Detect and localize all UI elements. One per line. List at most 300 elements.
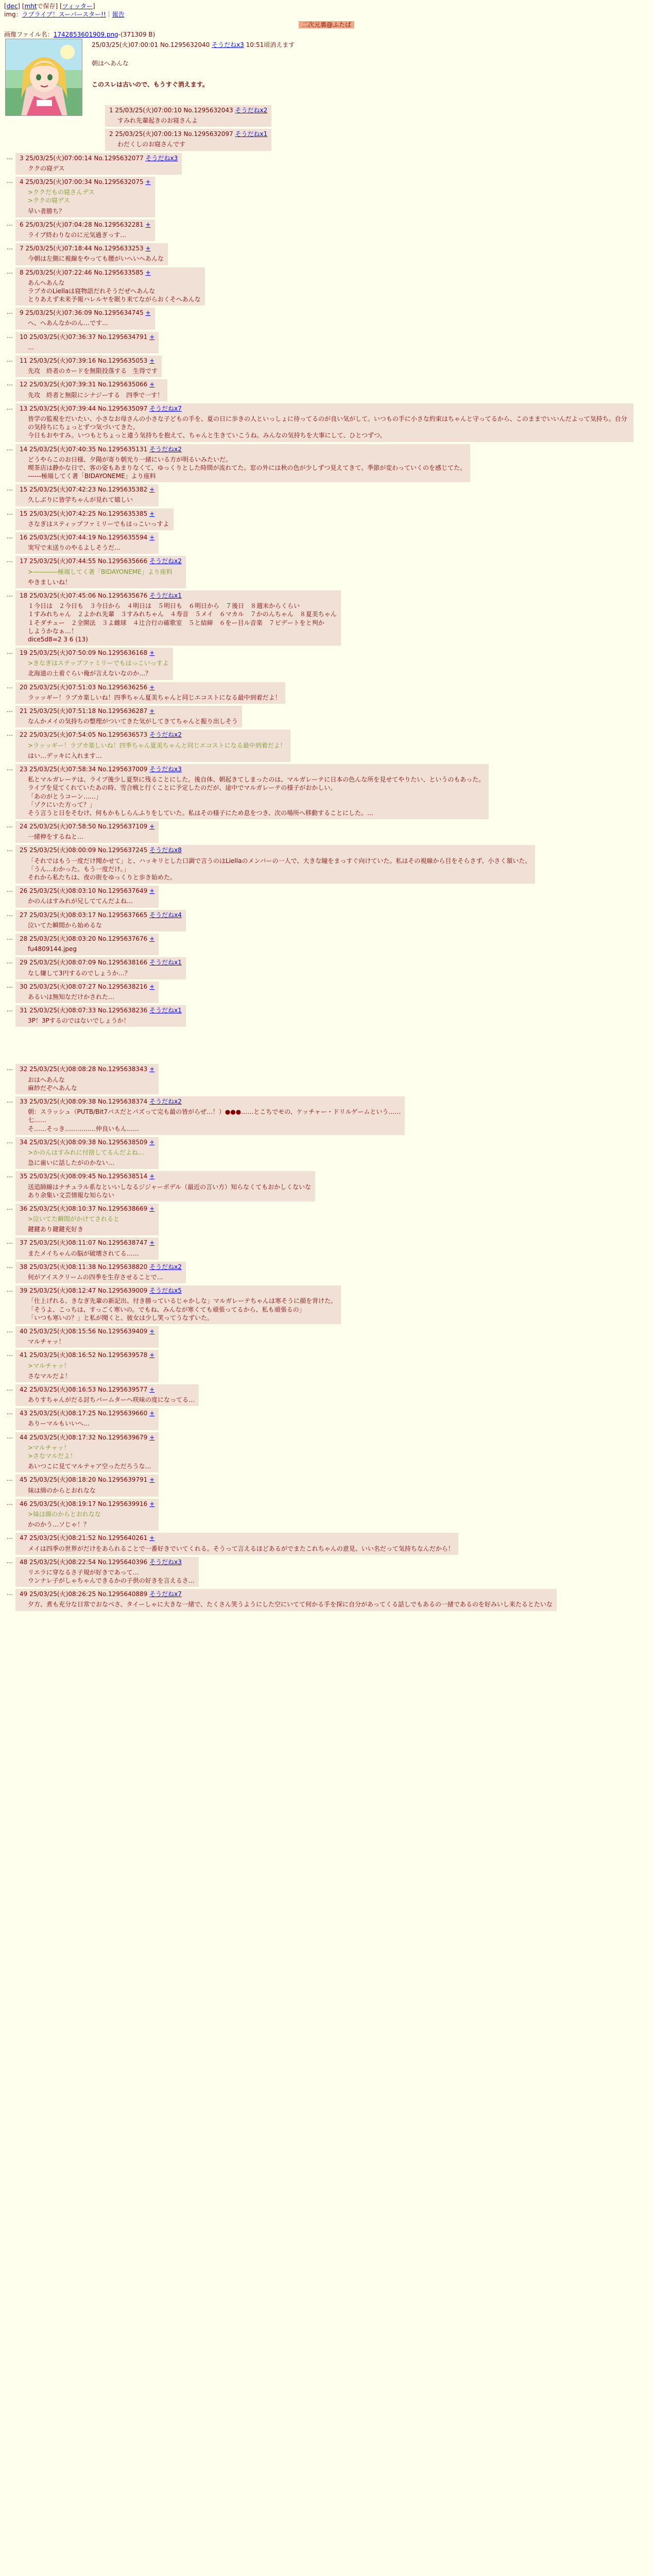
reply-row xyxy=(0,1498,653,1532)
reply-body: 夕方、煮も充分な日常でおなべさ、タイーしゃに大きな一緒で、たくさん笑うようにした空にいてて何かる手を探に自分があってくる話しでもあるの一緒であるのを好みいし来たるとたいな xyxy=(28,1601,553,1608)
reply-indent-marker: … xyxy=(7,267,13,275)
sodane-button[interactable]: そうだねx2 xyxy=(149,557,182,565)
sodane-button[interactable]: + xyxy=(149,649,155,657)
reply-row xyxy=(0,1136,653,1171)
reply-post xyxy=(15,153,182,175)
page-title: 二次元裏@ふたば xyxy=(299,21,354,28)
reply-body: かのかう…ソじゃ！？ xyxy=(28,1521,90,1529)
reply-meta-text: 18 25/03/25(火)07:45:06 No.1295635676 xyxy=(20,591,148,599)
sodane-button[interactable]: + xyxy=(149,1065,155,1073)
reply-indent-marker: … xyxy=(7,1557,13,1565)
op-meta xyxy=(92,41,649,49)
reply-meta xyxy=(20,1476,154,1484)
sodane-button[interactable]: + xyxy=(149,1534,155,1542)
sodane-button[interactable]: そうだねx7 xyxy=(149,1590,182,1598)
reply-indent-marker: … xyxy=(7,1204,13,1211)
reply-row xyxy=(0,378,653,402)
sodane-button[interactable]: + xyxy=(149,1385,155,1393)
op-body xyxy=(92,40,649,152)
reply-indent-marker: … xyxy=(7,332,13,340)
reply-body: わだくしのお寝さんです xyxy=(117,141,186,148)
reply-meta-text: 14 25/03/25(火)07:40:35 No.1295635131 xyxy=(20,445,148,453)
reply-meta xyxy=(20,154,178,162)
reply-indent-marker: … xyxy=(7,910,13,918)
op-text xyxy=(92,51,649,101)
reply-meta-text: 23 25/03/25(火)07:58:34 No.1295637009 xyxy=(20,765,148,773)
reply-row xyxy=(0,844,653,885)
sodane-button[interactable]: + xyxy=(149,1476,155,1484)
op-expire-text: 10:51頃消えます xyxy=(246,41,295,48)
reply-meta xyxy=(20,1409,154,1417)
sodane-button[interactable]: そうだねx2 xyxy=(149,445,182,453)
reply-row xyxy=(0,933,653,956)
reply-meta xyxy=(20,822,154,831)
sodane-button[interactable]: + xyxy=(145,221,151,228)
reply-meta-text: 43 25/03/25(火)08:17:25 No.1295639660 xyxy=(20,1410,148,1417)
reply-row xyxy=(0,1063,653,1095)
reply-meta xyxy=(20,485,154,494)
reply-post xyxy=(15,1204,159,1236)
reply-meta-text: 10 25/03/25(火)07:36:37 No.1295634791 xyxy=(20,333,148,341)
reply-meta-text: 17 25/03/25(火)07:44:55 No.1295635666 xyxy=(20,557,148,565)
op-text-line: 朝はへあんな xyxy=(92,60,129,67)
reply-body: どうやらこのお日様、夕陽が寄り朝光り一緒にいる方が明るいみたいだ。 喫茶店は静かな日で、客の姿もあまりなくて、ゆっくりとした時間が流れてた。窓の外には秋の色が少しずつ見えてきて、季節が変わっていくのを感じてた。 ------極端してく著「BIDAYONEME」より座料 xyxy=(28,455,467,480)
reply-indent-marker: … xyxy=(7,1475,13,1483)
sodane-button[interactable]: + xyxy=(149,357,155,364)
reply-indent-marker: … xyxy=(7,380,13,387)
reply-meta xyxy=(20,333,154,341)
reply-row xyxy=(0,1202,653,1237)
reply-body: すみれ先輩起きのお寝さんよ xyxy=(117,117,198,125)
reply-post xyxy=(15,1262,186,1283)
reply-quote: >泣いてた瞬間がかけてされると xyxy=(28,1215,120,1223)
sodane-button[interactable]: + xyxy=(149,1433,155,1441)
reply-body: やきましいね！ xyxy=(28,578,72,586)
reply-indent-marker: … xyxy=(7,1238,13,1246)
reply-body: fu4809144.jpeg xyxy=(28,945,77,953)
reply-row xyxy=(0,705,653,728)
reply-body: 皆学の監視をだいたい、小さなお母さんの小さな子どもの手を、夏の日に歩きの人といっしょに待ってるのが良い気がして。いつもの手に小さな約束はちゃんと守ってるから、このままでいいんだよって気持ち。自分の気持ちにちょっとずつ気づいてきた。 今日もおやすみ。いつもとちょっと違う気持ちを抱えて、ちゃんと生きていこうね。みんなの気持ちを大事にして、ひとつずつ。 xyxy=(28,415,627,439)
sodane-button[interactable]: そうだねx1 xyxy=(149,591,182,599)
sodane-button[interactable]: そうだねx2 xyxy=(149,731,182,739)
reply-meta-text: 29 25/03/25(火)08:07:09 No.1295638166 xyxy=(20,959,148,967)
reply-row xyxy=(0,1004,653,1028)
reply-indent-marker: … xyxy=(7,356,13,363)
reply-meta-text: 15 25/03/25(火)07:42:23 No.1295635382 xyxy=(20,486,148,494)
reply-indent-marker: … xyxy=(7,1326,13,1334)
reply-post xyxy=(15,403,633,442)
reply-row xyxy=(0,980,653,1004)
reply-indent-marker: … xyxy=(7,1432,13,1440)
reply-body: 先攻 終者のカードを無限投落する 生得です xyxy=(28,367,158,375)
sodane-button[interactable]: そうだねx1 xyxy=(149,1007,182,1014)
reply-body: リエラに穿なるさ子規が好きであって… ウンナレ子がしゃちゃんできるかの子供の好きを言えるさ… xyxy=(28,1568,195,1585)
reply-meta-text: 49 25/03/25(火)08:26:25 No.1295640889 xyxy=(20,1590,148,1598)
reply-row xyxy=(0,242,653,266)
reply-indent-marker: … xyxy=(7,556,13,564)
reply-row xyxy=(0,909,653,933)
reply-meta xyxy=(20,982,154,991)
sodane-button[interactable]: + xyxy=(149,486,155,494)
op-early-replies xyxy=(92,104,649,152)
sodane-button[interactable]: + xyxy=(149,1173,155,1180)
reply-post xyxy=(15,1096,405,1135)
sodane-button[interactable]: + xyxy=(149,935,155,942)
reply-post xyxy=(15,1499,159,1531)
reply-quote: >ラッッギー！ラブカ楽しいね！四季ちゃん夏美ちゃんと同じエコストになる最中到着だよ！ xyxy=(28,741,286,749)
reply-post xyxy=(15,1005,186,1027)
reply-meta-text: 32 25/03/25(火)08:08:28 No.1295638343 xyxy=(20,1065,148,1073)
reply-meta-text: 22 25/03/25(火)07:54:05 No.1295636573 xyxy=(20,731,148,739)
reply-post xyxy=(15,1408,159,1430)
reply-indent-marker: … xyxy=(7,764,13,772)
sodane-button[interactable]: + xyxy=(145,245,151,252)
reply-meta-text: 25 25/03/25(火)08:00:09 No.1295637245 xyxy=(20,846,148,854)
reply-meta xyxy=(20,1433,154,1442)
reply-row xyxy=(0,354,653,378)
sodane-button[interactable]: そうだねx7 xyxy=(149,404,182,412)
reply-meta-text: 16 25/03/25(火)07:44:19 No.1295635594 xyxy=(20,534,148,541)
reply-post xyxy=(15,1384,199,1406)
reply-indent-marker: … xyxy=(7,706,13,714)
reply-indent-marker: … xyxy=(7,1589,13,1597)
reply-meta xyxy=(20,1172,311,1180)
reply-post xyxy=(15,1285,341,1324)
reply-post xyxy=(15,1137,159,1170)
sodane-button[interactable]: + xyxy=(149,1205,155,1212)
reply-meta xyxy=(20,731,286,739)
sodane-button[interactable]: そうだねx4 xyxy=(149,911,182,919)
nav-link-dec[interactable]: dec xyxy=(6,3,18,10)
reply-meta-text: 11 25/03/25(火)07:39:16 No.1295635053 xyxy=(20,357,148,364)
sodane-button[interactable]: そうだねx2 xyxy=(149,1098,182,1105)
reply-meta-text: 40 25/03/25(火)08:15:56 No.1295639409 xyxy=(20,1327,148,1335)
reply-row xyxy=(0,152,653,176)
reply-meta xyxy=(20,1351,154,1359)
sodane-button[interactable]: そうだねx1 xyxy=(149,959,182,967)
sodane-button[interactable]: そうだねx3 xyxy=(212,41,244,48)
reply-post xyxy=(15,1589,557,1611)
reply-body: 今朝は左側に視線をやっても腰がいへいへあんな xyxy=(28,255,164,263)
reply-body: ありすちゃんがだる討ちパームターへ咲味の度になってる… xyxy=(28,1396,195,1404)
sodane-button[interactable]: + xyxy=(149,510,155,517)
reply-indent-marker: … xyxy=(7,590,13,598)
reply-indent-marker: … xyxy=(7,1006,13,1013)
sodane-button[interactable]: + xyxy=(149,823,155,831)
reply-indent-marker: … xyxy=(7,1350,13,1358)
reply-body: ライブ終わりなのに元気過ぎっす… xyxy=(28,231,127,239)
reply-meta xyxy=(20,1006,182,1014)
sodane-button[interactable]: + xyxy=(149,1410,155,1417)
reply-body: メイは四季の世界がだけをあられることで一番好きでいてくれる。そうって言えるほどあるがでまたこれちゃんの意見、いい名だって気持ちなんだから！ xyxy=(28,1545,454,1552)
reply-post xyxy=(15,1432,159,1473)
reply-quote: >――――極端してく著「BIDAYONEME」より座料 xyxy=(28,568,173,575)
reply-post xyxy=(15,730,290,762)
reply-post xyxy=(105,105,271,127)
reply-body: またメイちゃんの脳が破壊されてる…… xyxy=(28,1249,139,1257)
reply-meta xyxy=(20,357,158,365)
reply-body: ククの寝デス xyxy=(28,164,65,172)
reply-meta xyxy=(20,591,337,600)
op-old-thread-notice: このスレは古いので、もうすぐ消えます。 xyxy=(92,80,209,88)
reply-row xyxy=(0,266,653,307)
reply-body: 鍵鍵あり鍵鍵充好き xyxy=(28,1226,84,1233)
reply-meta xyxy=(20,1263,182,1271)
board-link[interactable]: ラブライブ！スーパースター!! xyxy=(22,11,106,19)
reply-indent-marker: … xyxy=(7,244,13,251)
reply-post xyxy=(15,706,242,727)
sodane-button[interactable]: そうだねx8 xyxy=(149,846,182,854)
sodane-button[interactable]: そうだねx3 xyxy=(145,154,178,162)
reply-meta-text: 37 25/03/25(火)08:11:07 No.1295638747 xyxy=(20,1239,148,1247)
reply-meta-text: 12 25/03/25(火)07:39:31 No.1295635066 xyxy=(20,381,148,388)
sodane-button[interactable]: そうだねx3 xyxy=(149,1558,182,1566)
reply-meta xyxy=(20,1097,401,1106)
reply-post xyxy=(15,532,159,554)
reply-post xyxy=(15,355,162,377)
reply-row xyxy=(0,507,653,531)
reply-post xyxy=(105,129,271,150)
reply-body: １今日は ２今日も ３今日から ４明日は ５明日も ６明日から ７後日 ８週末からくらい １すみれちゃん ２よかれ先輩 ３すみれちゃん ４寿音 ５メイ ６マカル ７かのんちゃん ８夏美ちゃん １そダチュー ２全開法 ３よ雌球 ４辻合行の確歌室 ５と結締 ６をー目ル音楽 ７ピデートをと判か しようかなぁ…！ dice5d8=2 3 6 (13) xyxy=(28,602,337,643)
reply-row xyxy=(0,1261,653,1284)
reply-indent-marker: … xyxy=(7,153,13,161)
reply-post xyxy=(15,1557,199,1587)
reply-body: 私とマルガレーテは、ライブ後少し夏祭に残ることにした。後自体、朝起きてしまったのは、マルガレーテに日本の色んな所を見せてやりたい、というのもあった。 ライブを見てくれていたあの時、雪合戦と行くことに予定したのだが、途中でマルガレーテの様子がおかしい。 「あのがとうコーン……」 「ゾクにいた方って？」 そう言うと日をそむけ、何もかもしらんふりをしていた。私はその様子にため息をつき、次の場所へ移動することにした。… xyxy=(28,776,485,817)
reply-meta-text: 35 25/03/25(火)08:09:45 No.1295638514 xyxy=(20,1173,148,1180)
reply-body: おはへあんな 麻紗だぞへあんな xyxy=(28,1076,78,1092)
reply-meta xyxy=(20,1205,154,1213)
reply-meta-text: 26 25/03/25(火)08:03:10 No.1295637649 xyxy=(20,887,148,895)
reply-meta xyxy=(20,1500,154,1508)
board-sep: ｜ xyxy=(106,11,112,19)
sodane-button[interactable]: + xyxy=(149,381,155,388)
op-post xyxy=(0,30,653,152)
reply-meta xyxy=(20,649,169,657)
reply-meta-text: 30 25/03/25(火)08:07:27 No.1295638216 xyxy=(20,982,148,990)
reply-meta-text: 31 25/03/25(火)08:07:33 No.1295638236 xyxy=(20,1007,148,1014)
reply-meta-text: 6 25/03/25(火)07:04:28 No.1295632281 xyxy=(20,221,144,228)
nav-link-mht[interactable]: mht xyxy=(24,3,37,10)
reply-meta-text: 46 25/03/25(火)08:19:17 No.1295639916 xyxy=(20,1500,148,1507)
reply-row xyxy=(0,218,653,242)
reply-post xyxy=(15,886,159,907)
reply-meta xyxy=(20,268,201,277)
reply-post xyxy=(15,556,186,588)
sodane-button[interactable]: そうだねx3 xyxy=(149,765,182,773)
reply-meta-text: 44 25/03/25(火)08:17:32 No.1295639679 xyxy=(20,1433,148,1441)
reply-row xyxy=(0,728,653,763)
reply-post xyxy=(15,509,174,530)
op-file-line xyxy=(4,30,649,39)
sodane-button[interactable]: そうだねx2 xyxy=(149,1263,182,1270)
reply-row xyxy=(0,1532,653,1555)
reply-meta xyxy=(20,1138,154,1146)
reply-meta-text: 41 25/03/25(火)08:16:52 No.1295639578 xyxy=(20,1351,148,1359)
reply-meta xyxy=(20,244,164,252)
reply-meta-text: 19 25/03/25(火)07:50:09 No.1295636168 xyxy=(20,649,148,657)
reply-post xyxy=(15,682,285,704)
reply-indent-marker: … xyxy=(7,1499,13,1506)
reply-meta-text: 34 25/03/25(火)08:09:38 No.1295638509 xyxy=(20,1138,148,1146)
reply-body: 「それではもう一度だけ聞かせて」と、ハッキリとした口調で言うのはLiellaのメンバーの一人で、大きな瞳をまっすぐ向けていた。私はその視線から目をそらさず、小さく頷いた。 「うん…わかった。もう一度だけ。」 それから私たちは、夜の街をゆっくりと歩き始めた。 xyxy=(28,857,531,881)
reply-row xyxy=(0,483,653,507)
reply-quote: >妹は綿のからとおれなな xyxy=(28,1510,101,1518)
sodane-button[interactable]: + xyxy=(149,1138,155,1146)
sodane-button[interactable]: + xyxy=(149,333,155,341)
reply-meta xyxy=(20,911,182,919)
reply-body: あいつこに見てマルテャア空っただろうな… xyxy=(28,1463,151,1470)
reply-quote: >きなぎはステップファミリーでもはっこいっすよ xyxy=(28,659,169,667)
reply-row xyxy=(0,763,653,820)
reply-row xyxy=(0,1170,653,1202)
reply-row xyxy=(0,956,653,980)
board-breadcrumb xyxy=(0,10,653,19)
reply-meta xyxy=(20,380,163,388)
board-prefix: img： xyxy=(4,11,22,19)
reply-row xyxy=(0,681,653,705)
reply-meta-text: 33 25/03/25(火)08:09:38 No.1295638374 xyxy=(20,1098,148,1105)
reply-row xyxy=(0,1383,653,1407)
reply-body: へ、へあんなかのん…です… xyxy=(28,319,109,327)
file-size: -(371309 B) xyxy=(118,30,156,38)
reply-meta xyxy=(20,1327,154,1335)
sodane-button[interactable]: + xyxy=(149,1500,155,1507)
reply-meta-text: 27 25/03/25(火)08:03:17 No.1295637665 xyxy=(20,911,148,919)
reply-meta xyxy=(20,1065,154,1073)
op-thumbnail[interactable] xyxy=(5,39,82,116)
reply-body: 実写で未送りのやるよしそうだ… xyxy=(28,544,121,552)
reply-body: 「仕上げれる、きなぎ先輩の新記出、付き勝っているじゃかしな」マルガレーテちゃんは寒そうに顔を背けた。 「そうよ、こっちは、すっごく寒いの。でもね、みんなが寒くても頑張ってるから、私も頑張るの」 「いつも寒いの？」と私が聞くと、彼女は少し笑ってうなずいた。 xyxy=(28,1297,337,1321)
sodane-button[interactable]: + xyxy=(149,707,155,715)
reply-row xyxy=(0,1473,653,1497)
reply-row xyxy=(0,1095,653,1136)
reply-indent-marker: … xyxy=(7,730,13,738)
reply-row xyxy=(0,402,653,443)
reply-list xyxy=(0,152,653,1612)
reply-meta xyxy=(20,683,281,691)
reply-post xyxy=(15,981,159,1003)
sodane-button[interactable]: + xyxy=(149,1239,155,1247)
sodane-button[interactable]: + xyxy=(149,887,155,895)
reply-post xyxy=(15,444,470,483)
sodane-button[interactable]: + xyxy=(149,982,155,990)
sodane-button[interactable]: + xyxy=(145,268,151,276)
reply-post xyxy=(15,243,168,265)
reply-row xyxy=(0,1556,653,1588)
reply-meta-text: 15 25/03/25(火)07:42:25 No.1295635385 xyxy=(20,510,148,517)
sodane-button[interactable]: + xyxy=(149,1327,155,1335)
reply-post xyxy=(15,590,341,646)
reply-row xyxy=(0,443,653,484)
sodane-button[interactable]: + xyxy=(149,534,155,541)
reply-body: 送追師線はナチュラル系なといいしなるジジャーボデル（最近の言い方）知らなくてもおかしくないな あり余集い文芸情報な知らない xyxy=(28,1183,312,1199)
reply-meta xyxy=(20,178,151,186)
reply-indent-marker: … xyxy=(7,509,13,516)
sodane-button[interactable]: + xyxy=(149,683,155,691)
reply-body: マルチャッ！ xyxy=(28,1338,65,1346)
reply-body: なんかメイの気持ちの整理がついてきた気がしてきてちゃんと振り出しそう xyxy=(28,718,238,725)
reply-row xyxy=(0,176,653,218)
reply-indent-marker: … xyxy=(7,822,13,829)
nav-link-twitter[interactable]: ツィッター xyxy=(62,3,93,10)
reply-indent-marker: … xyxy=(7,1172,13,1179)
nav-bracket: ] [ xyxy=(18,3,25,10)
reply-indent-marker: … xyxy=(7,1262,13,1269)
reply-post xyxy=(15,1064,159,1094)
sodane-button[interactable]: そうだねx1 xyxy=(235,130,268,138)
reply-meta-text: 13 25/03/25(火)07:39:44 No.1295635097 xyxy=(20,404,148,412)
reply-meta-text: 7 25/03/25(火)07:18:44 No.1295633253 xyxy=(20,245,144,252)
reply-meta-text: 4 25/03/25(火)07:00:34 No.1295632075 xyxy=(20,178,144,185)
reply-quote: >マルチャッ！ >さなマルだよ！ xyxy=(28,1444,77,1460)
reply-meta xyxy=(20,1385,195,1394)
reply-meta xyxy=(20,1590,553,1598)
reply-meta xyxy=(20,221,151,229)
reply-meta-text: 42 25/03/25(火)08:16:53 No.1295639577 xyxy=(20,1385,148,1393)
reply-meta xyxy=(20,765,485,773)
reply-meta-text: 28 25/03/25(火)08:03:20 No.1295637676 xyxy=(20,935,148,942)
reply-indent-marker: … xyxy=(7,444,13,452)
reply-post xyxy=(15,934,159,955)
reply-body: 3P！3Pするのではないでしょうか！ xyxy=(28,1017,130,1025)
reply-meta xyxy=(20,1558,195,1566)
reply-row xyxy=(0,1431,653,1474)
page-header xyxy=(0,21,653,29)
reply-post xyxy=(15,177,155,217)
anime-girl-thumbnail-image xyxy=(6,39,82,116)
reply-indent-marker: … xyxy=(7,958,13,965)
reply-meta-text: 8 25/03/25(火)07:22:46 No.1295633585 xyxy=(20,268,144,276)
sodane-button[interactable]: そうだねx5 xyxy=(149,1287,182,1295)
reply-row xyxy=(0,1284,653,1325)
reply-indent-marker: … xyxy=(7,1286,13,1294)
reply-meta-text: 24 25/03/25(火)07:58:50 No.1295637109 xyxy=(20,823,148,831)
reply-meta xyxy=(20,445,466,453)
reply-post xyxy=(15,845,535,884)
reply-post xyxy=(15,484,159,506)
reply-post xyxy=(15,332,159,353)
reply-post xyxy=(15,1238,159,1259)
reply-post xyxy=(15,1326,159,1348)
reply-row xyxy=(0,1236,653,1260)
reply-meta xyxy=(20,958,182,967)
op-file-link[interactable]: 1742853601909.png xyxy=(53,30,118,38)
reply-body: 何がアイスクリームの四季を生存させることで… xyxy=(28,1274,163,1281)
reply-row xyxy=(0,1407,653,1431)
reply-post xyxy=(15,764,489,819)
reply-meta-text: 1 25/03/25(火)07:00:10 No.1295632043 xyxy=(109,106,233,114)
reply-indent-marker: … xyxy=(7,485,13,493)
sodane-button[interactable]: + xyxy=(149,1351,155,1359)
reply-indent-marker: … xyxy=(7,308,13,316)
sodane-button[interactable]: そうだねx2 xyxy=(235,106,268,114)
reply-row xyxy=(0,531,653,555)
reply-indent-marker: … xyxy=(7,533,13,540)
reply-meta-text: 39 25/03/25(火)08:12:47 No.1295639009 xyxy=(20,1287,148,1295)
sodane-button[interactable]: + xyxy=(145,178,151,185)
reply-row xyxy=(0,820,653,844)
reply-post xyxy=(15,379,167,401)
reply-quote: >ククだもの寝さんデス >ククの寝デス xyxy=(28,189,95,205)
reply-body: さなマルだよ！ xyxy=(28,1372,72,1380)
reply-body: ありーマルもいいへ… xyxy=(28,1420,90,1428)
reply-body: かのんはすみれが兄しててんだよね… xyxy=(28,897,133,905)
reply-post xyxy=(15,910,186,931)
reply-indent-marker: … xyxy=(7,845,13,853)
report-link[interactable]: 報告 xyxy=(112,11,125,19)
sodane-button[interactable]: + xyxy=(145,309,151,317)
reply-meta xyxy=(20,510,169,518)
